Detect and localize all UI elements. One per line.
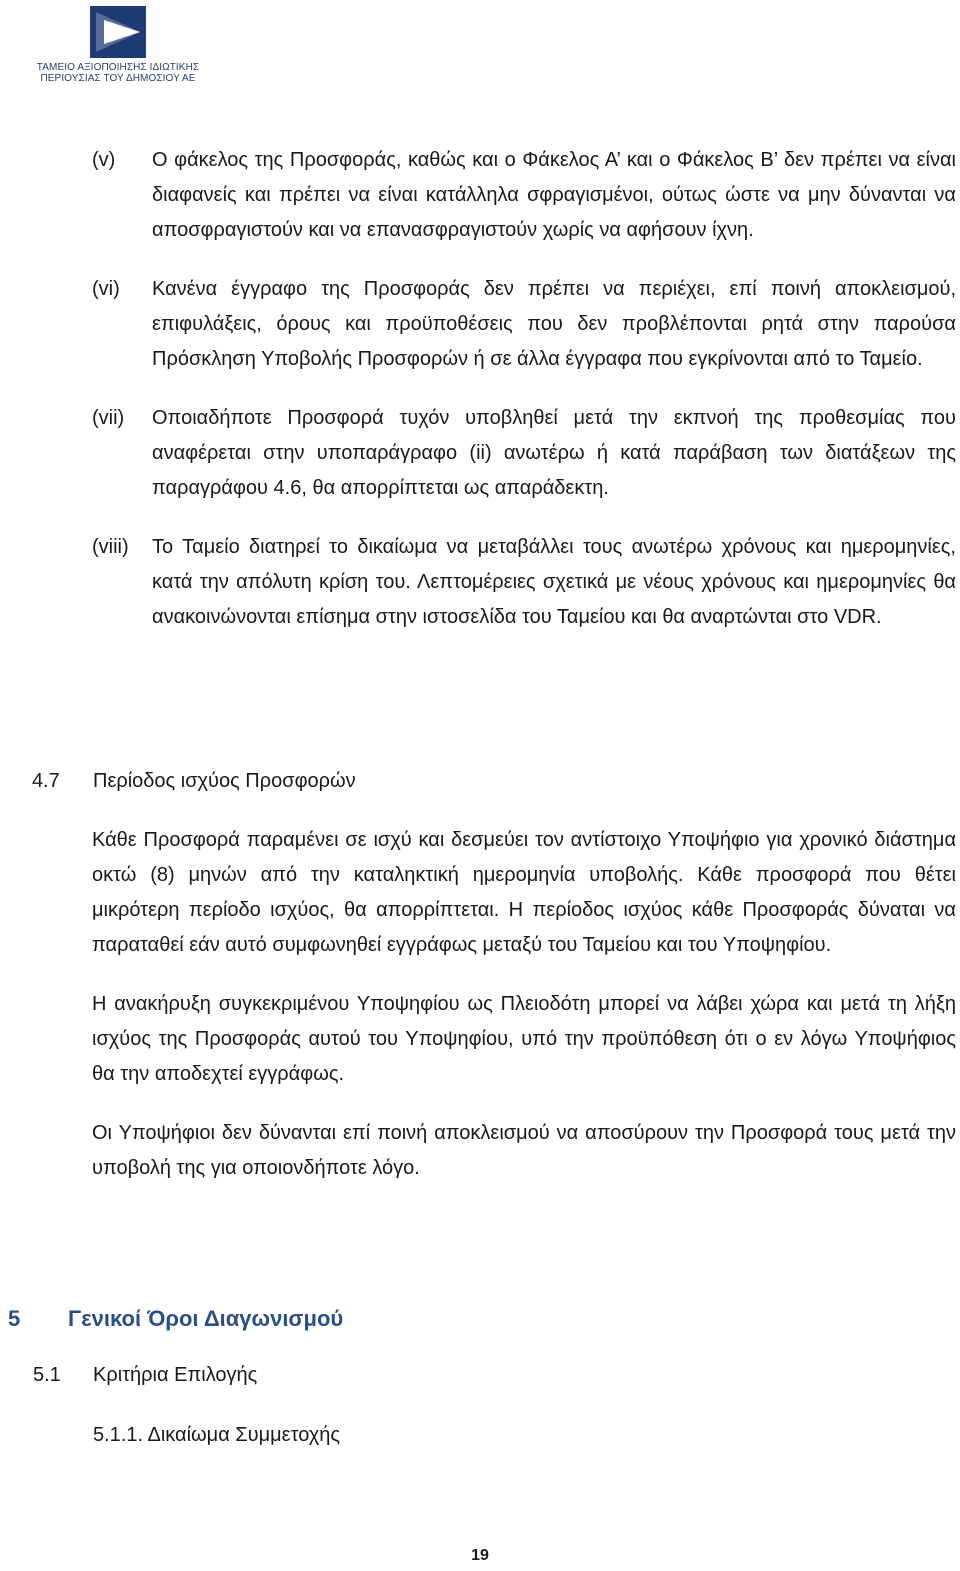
section-title: Περίοδος ισχύος Προσφορών bbox=[93, 770, 356, 792]
section-title: Γενικοί Όροι Διαγωνισμού bbox=[68, 1306, 344, 1331]
list-item bbox=[92, 530, 956, 635]
section-4-7-heading bbox=[32, 764, 356, 799]
logo-caption-line1: ΤΑΜΕΙΟ ΑΞΙΟΠΟΙΗΣΗΣ ΙΔΙΩΤΙΚΗΣ bbox=[36, 62, 200, 73]
section-number: 4.7 bbox=[32, 770, 60, 792]
body-paragraph: Οι Υποψήφιοι δεν δύνανται επί ποινή αποκλεισμού να αποσύρουν την Προσφορά τους μετά την υποβολή της για οποιονδήποτε λόγο. bbox=[92, 1122, 956, 1179]
logo-caption bbox=[26, 62, 210, 84]
section-5-heading bbox=[8, 1306, 343, 1332]
list-marker: (viii) bbox=[92, 536, 129, 558]
section-4-7-body bbox=[92, 823, 956, 1210]
body-paragraph: Κάθε Προσφορά παραμένει σε ισχύ και δεσμεύει τον αντίστοιχο Υποψήφιο για χρονικό διάστημα οκτώ (8) μηνών από την καταληκτική ημερομηνία υποβολής. Κάθε προσφορά που θέτει μικρότερη περίοδο ισχύος, θα απορρίπτεται. Η περίοδος ισχύος κάθε Προσφοράς δύναται να παραταθεί εάν αυτό συμφωνηθεί εγγράφως μεταξύ του Ταμείου και του Υποψηφίου. bbox=[92, 829, 956, 956]
list-item bbox=[92, 143, 956, 248]
list-text: Ο φάκελος της Προσφοράς, καθώς και ο Φάκελος Α’ και ο Φάκελος Β’ δεν πρέπει να είναι διαφανείς και πρέπει να είναι κατάλληλα σφραγισμένοι, ούτως ώστε να μην δύνανται να αποσφραγιστούν και να επανασφραγιστούν χωρίς να αφήσουν ίχνη. bbox=[152, 149, 956, 241]
section-title: Κριτήρια Επιλογής bbox=[93, 1364, 258, 1386]
fund-logo bbox=[26, 6, 210, 84]
list-marker: (vi) bbox=[92, 278, 120, 300]
list-marker: (v) bbox=[92, 149, 116, 171]
list-item bbox=[92, 401, 956, 506]
page-number: 19 bbox=[471, 1547, 489, 1564]
list-text: Το Ταμείο διατηρεί το δικαίωμα να μεταβάλλει τους ανωτέρω χρόνους και ημερομηνίες, κατά την απόλυτη κρίση του. Λεπτομέρειες σχετικά με νέους χρόνους και ημερομηνίες θα ανακοινώνονται επίσημα στην ιστοσελίδα του Ταμείου και θα αναρτώνται στο VDR. bbox=[152, 536, 956, 628]
list-marker: (vii) bbox=[92, 407, 125, 429]
logo-mark-icon bbox=[90, 6, 146, 58]
conditions-list bbox=[92, 143, 956, 659]
section-5-1-heading bbox=[33, 1358, 257, 1393]
list-text: Οποιαδήποτε Προσφορά τυχόν υποβληθεί μετά την εκπνοή της προθεσμίας που αναφέρεται στην υποπαράγραφο (ii) ανωτέρω ή κατά παράβαση των διατάξεων της παραγράφου 4.6, θα απορρίπτεται ως απαράδεκτη. bbox=[152, 407, 956, 499]
section-number: 5 bbox=[8, 1306, 21, 1331]
list-item bbox=[92, 272, 956, 377]
section-5-1-1-heading: 5.1.1. Δικαίωμα Συμμετοχής bbox=[93, 1424, 341, 1446]
list-text: Κανένα έγγραφο της Προσφοράς δεν πρέπει να περιέχει, επί ποινή αποκλεισμού, επιφυλάξεις, όρους και προϋποθέσεις που δεν προβλέπονται ρητά στην παρούσα Πρόσκληση Υποβολής Προσφορών ή σε άλλα έγγραφα που εγκρίνονται από το Ταμείο. bbox=[152, 278, 956, 370]
logo-caption-line2: ΠΕΡΙΟΥΣΙΑΣ ΤΟΥ ΔΗΜΟΣΙΟΥ ΑΕ bbox=[40, 73, 196, 84]
section-number: 5.1 bbox=[33, 1364, 61, 1386]
body-paragraph: Η ανακήρυξη συγκεκριμένου Υποψηφίου ως Πλειοδότη μπορεί να λάβει χώρα και μετά τη λήξη ισχύος της Προσφοράς αυτού του Υποψηφίου, υπό την προϋπόθεση ότι ο εν λόγω Υποψήφιος θα την αποδεχτεί εγγράφως. bbox=[92, 993, 956, 1085]
